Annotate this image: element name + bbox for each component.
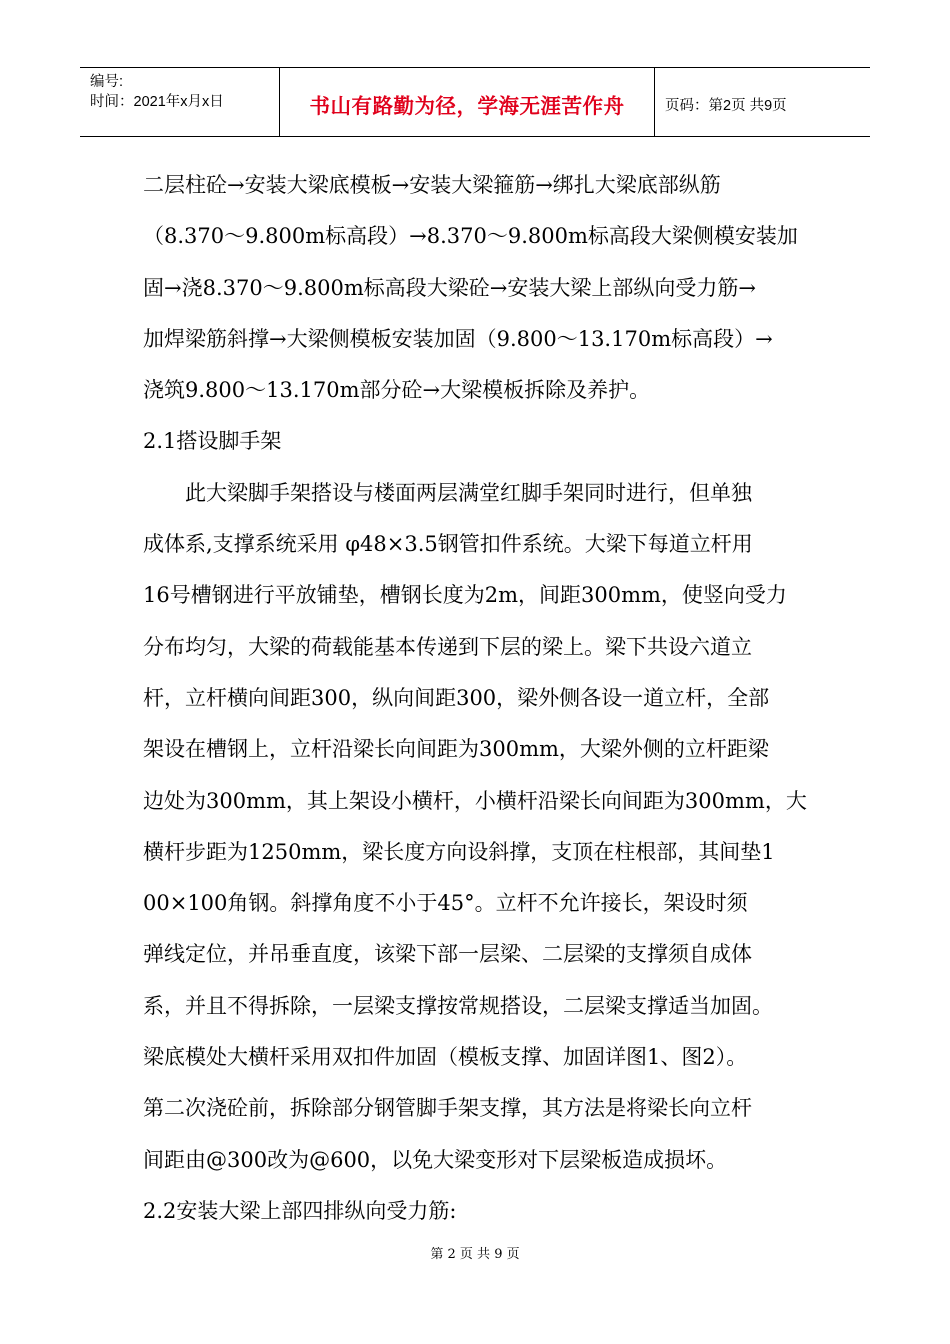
document-number-label: 编号: [90, 74, 124, 90]
paragraph-line: 杆，立杆横向间距300，纵向间距300，梁外侧各设一道立杆，全部 [143, 685, 770, 710]
paragraph-line: 架设在槽钢上，立杆沿梁长向间距为300mm，大梁外侧的立杆距梁 [143, 737, 769, 762]
paragraph-line: 第二次浇砼前，拆除部分钢管脚手架支撑，其方法是将梁长向立杆 [143, 1096, 752, 1121]
flow-line: 浇筑9.800～13.170m部分砼→大梁模板拆除及养护。 [143, 378, 651, 403]
document-body [143, 160, 823, 1237]
flow-line: 二层柱砼→安装大梁底模板→安装大梁箍筋→绑扎大梁底部纵筋 [143, 173, 721, 197]
header-motto: 书山有路勤为径，学海无涯苦作舟 [280, 68, 655, 136]
paragraph-line: 边处为300mm，其上架设小横杆，小横杆沿梁长向间距为300mm，大 [143, 788, 807, 813]
paragraph-line: 16号槽钢进行平放铺垫，槽钢长度为2m，间距300mm，使竖向受力 [143, 583, 787, 608]
paragraph-line: 横杆步距为1250mm，梁长度方向设斜撑，支顶在柱根部，其间垫1 [143, 839, 775, 864]
page-header [80, 67, 870, 137]
header-page-number: 页码：第2页 共9页 [665, 97, 787, 114]
section-heading-2-1: 2.1搭设脚手架 [143, 429, 282, 454]
flow-line: （8.370～9.800m标高段）→8.370～9.800m标高段大梁侧模安装加 [143, 224, 798, 249]
paragraph-line: 成体系,支撑系统采用 φ48×3.5钢管扣件系统。大梁下每道立杆用 [143, 532, 753, 557]
paragraph-line: 间距由@300改为@600，以免大梁变形对下层梁板造成损坏。 [143, 1147, 728, 1172]
document-date-label: 时间：2021年x月x日 [90, 94, 224, 110]
paragraph-line: 00×100角钢。斜撑角度不小于45°。立杆不允许接长，架设时须 [143, 891, 748, 916]
paragraph-line: 弹线定位，并吊垂直度，该梁下部一层梁、二层梁的支撑须自成体 [143, 942, 752, 967]
paragraph-line: 梁底模处大横杆采用双扣件加固（模板支撑、加固详图1、图2）。 [143, 1045, 748, 1070]
header-meta [80, 68, 280, 136]
flow-line: 固→浇8.370～9.800m标高段大梁砼→安装大梁上部纵向受力筋→ [143, 275, 756, 300]
flow-line: 加焊梁筋斜撑→大梁侧模板安装加固（9.800～13.170m标高段）→ [143, 326, 773, 351]
page-footer: 第 2 页 共 9 页 [430, 1247, 520, 1262]
paragraph-line: 系，并且不得拆除，一层梁支撑按常规搭设，二层梁支撑适当加固。 [143, 993, 773, 1018]
paragraph-line: 此大梁脚手架搭设与楼面两层满堂红脚手架同时进行，但单独 [185, 480, 752, 505]
section-heading-2-2: 2.2安装大梁上部四排纵向受力筋: [143, 1198, 457, 1223]
paragraph-line: 分布均匀，大梁的荷载能基本传递到下层的梁上。梁下共设六道立 [143, 634, 752, 659]
